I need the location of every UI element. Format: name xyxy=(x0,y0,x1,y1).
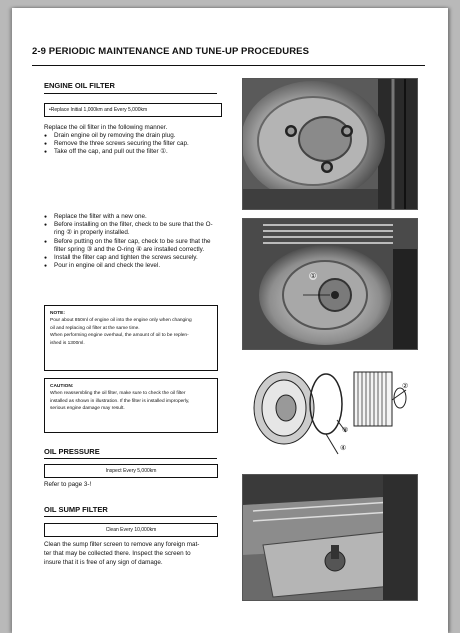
list-item: ● Before putting on the filter cap, check to be sure that the filter spring ③ and the O-ring ④ are installed correctly. xyxy=(44,238,219,254)
manual-page xyxy=(12,8,448,633)
text-line: Clean the sump filter screen to remove any foreign mat- xyxy=(44,541,200,548)
note-line: When performing engine overhaul, the amount of oil to be replen- xyxy=(50,333,189,339)
section-rule xyxy=(44,516,217,517)
steps-list-a xyxy=(44,132,219,157)
note-line: Pour about 850ml of engine oil into the engine only when changing xyxy=(50,318,192,324)
note-line: ished is 1300ml. xyxy=(50,340,85,346)
interval-box xyxy=(44,523,218,537)
text-line: insure that it is free of any sign of damage. xyxy=(44,559,163,566)
section-heading-engine-oil-filter: ENGINE OIL FILTER xyxy=(44,81,115,90)
list-item: ● Replace the filter with a new one. xyxy=(44,213,219,221)
header-rule xyxy=(32,65,425,66)
section-heading-oil-pressure: OIL PRESSURE xyxy=(44,447,100,456)
list-item: ● Take off the cap, and pull out the filter ①. xyxy=(44,148,219,156)
interval-text: Inspect Every 5,000km xyxy=(105,468,157,474)
label-1: ① xyxy=(310,273,317,280)
note-box xyxy=(44,305,218,371)
steps-list-b xyxy=(44,213,219,270)
interval-text: Clean Every 10,000km xyxy=(105,527,157,533)
intro-text: Replace the oil filter in the following manner. xyxy=(44,124,168,131)
filter-cap-photo xyxy=(242,218,418,350)
section-heading-oil-sump-filter: OIL SUMP FILTER xyxy=(44,505,108,514)
label-3: ③ xyxy=(342,427,349,434)
sump-filter-text xyxy=(44,540,224,567)
caution-line: serious engine damage may result. xyxy=(50,406,125,412)
page-header: 2-9 PERIODIC MAINTENANCE AND TUNE-UP PROCEDURES xyxy=(32,46,310,57)
list-item: ● Drain engine oil by removing the drain plug. xyxy=(44,132,219,140)
interval-box xyxy=(44,103,222,117)
caution-line: When reassembling the oil filter, make sure to check the oil filter xyxy=(50,391,186,397)
note-line: oil and replacing oil filter at the same time. xyxy=(50,325,140,331)
caution-title: CAUTION: xyxy=(50,384,74,389)
filter-exploded-illustration xyxy=(242,360,416,464)
interval-box xyxy=(44,464,218,478)
list-item: ● Pour in engine oil and check the level. xyxy=(44,262,219,270)
section-rule xyxy=(44,93,217,94)
label-4: ④ xyxy=(340,445,347,452)
section-rule xyxy=(44,458,217,459)
oil-pressure-text: Refer to page 3-! xyxy=(44,481,92,488)
list-item: ● Install the filter cap and tighten the screws securely. xyxy=(44,254,219,262)
note-title: NOTE: xyxy=(50,311,65,316)
text-line: ter that may be collected there. Inspect the screen to xyxy=(44,550,191,557)
list-item: ● Before installing on the filter, check to be sure that the O-ring ② in properly installed. xyxy=(44,221,219,237)
caution-box xyxy=(44,378,218,433)
label-2: ② xyxy=(402,383,409,390)
interval-text: •Replace Initial 1,000km and Every 5,000km xyxy=(49,107,148,113)
engine-cover-photo xyxy=(242,78,418,210)
caution-line: installed as shown in illustration. If the filter is installed improperly, xyxy=(50,398,190,404)
sump-filter-photo xyxy=(242,474,418,601)
list-item: ● Remove the three screws securing the filter cap. xyxy=(44,140,219,148)
